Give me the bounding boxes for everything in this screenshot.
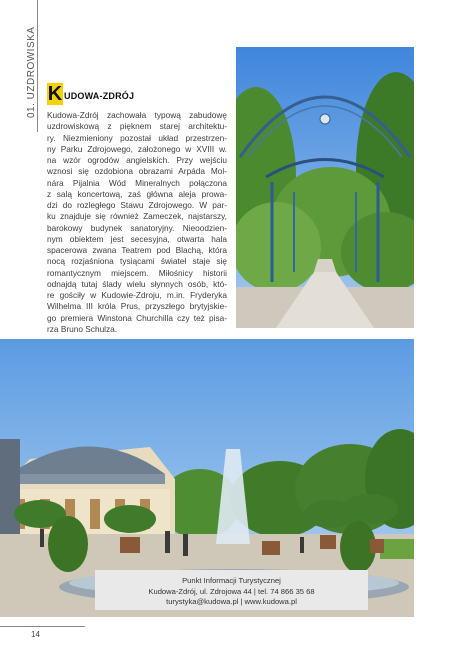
body-line: ny Parku Zdrojowego, założonego w XVIII w. — [47, 143, 227, 154]
section-rule — [37, 0, 38, 132]
body-line: barokowy budynek sanatoryjny. Nieoodzien- — [47, 222, 227, 233]
park-arch-photo — [236, 47, 414, 328]
info-contact[interactable]: turystyka@kudowa.pl | www.kudowa.pl — [166, 597, 297, 606]
body-line: rza Bruno Schulza. — [47, 323, 118, 334]
body-line: dzi do rozległego Stawu Zdrojowego. W par- — [47, 200, 227, 210]
heading-title: UDOWA-ZDRÓJ — [64, 91, 135, 101]
body-line: odnajdą tutaj ślady wielu słynnych osób, któ- — [47, 278, 227, 289]
info-address: Kudowa-Zdrój, ul. Zdrojowa 44 | tel. 74 866 35 68 — [148, 586, 315, 596]
body-line: spacerowa zwana Teatrem pod Blachą, która — [47, 245, 227, 255]
body-line: romantycznym miejscem. Miłośnicy historii — [47, 267, 227, 278]
body-line: ry. Niezmieniony pozostał układ przestrzen- — [47, 132, 227, 143]
body-line: nocą rozjaśniona tysiącami świateł staje się — [47, 256, 227, 267]
body-line: nára Pijalnia Wód Mineralnych połączona — [47, 177, 227, 188]
article-body — [47, 110, 227, 335]
body-line: Wilhelma III króla Prus, przyszłego brytyjskie- — [47, 301, 227, 312]
body-line: na wzór ogrodów angielskich. Przy wejściu — [47, 155, 227, 165]
info-title: Punkt Informacji Turystycznej — [182, 576, 281, 585]
body-line: z salą koncertową, zaś główna aleja prowa- — [47, 188, 227, 199]
body-line: go premiera Winstona Churchilla czy też pisa- — [47, 312, 227, 323]
tourist-info-box — [95, 570, 368, 610]
heading-initial: K — [47, 83, 63, 105]
body-line: uzdrowiskową z pięknem starej architektu- — [47, 121, 227, 132]
article-heading — [47, 83, 134, 105]
body-line: re gościły w Kudowie-Zdroju, m.in. Fryderyka — [47, 290, 227, 300]
body-line: nym obiektem jest secesyjna, otwarta hala — [47, 233, 227, 244]
body-line: wznosi się ozdobiona obrazami Arpáda Mol- — [47, 166, 227, 177]
section-label: 01. UZDROWISKA — [26, 26, 37, 118]
footer-rule — [0, 626, 85, 627]
body-line: Kudowa-Zdrój zachowała typową zabudowę — [47, 110, 227, 120]
body-line: ku znajduje się również Zameczek, najstarszy, — [47, 211, 227, 222]
page-number: 14 — [31, 630, 40, 639]
